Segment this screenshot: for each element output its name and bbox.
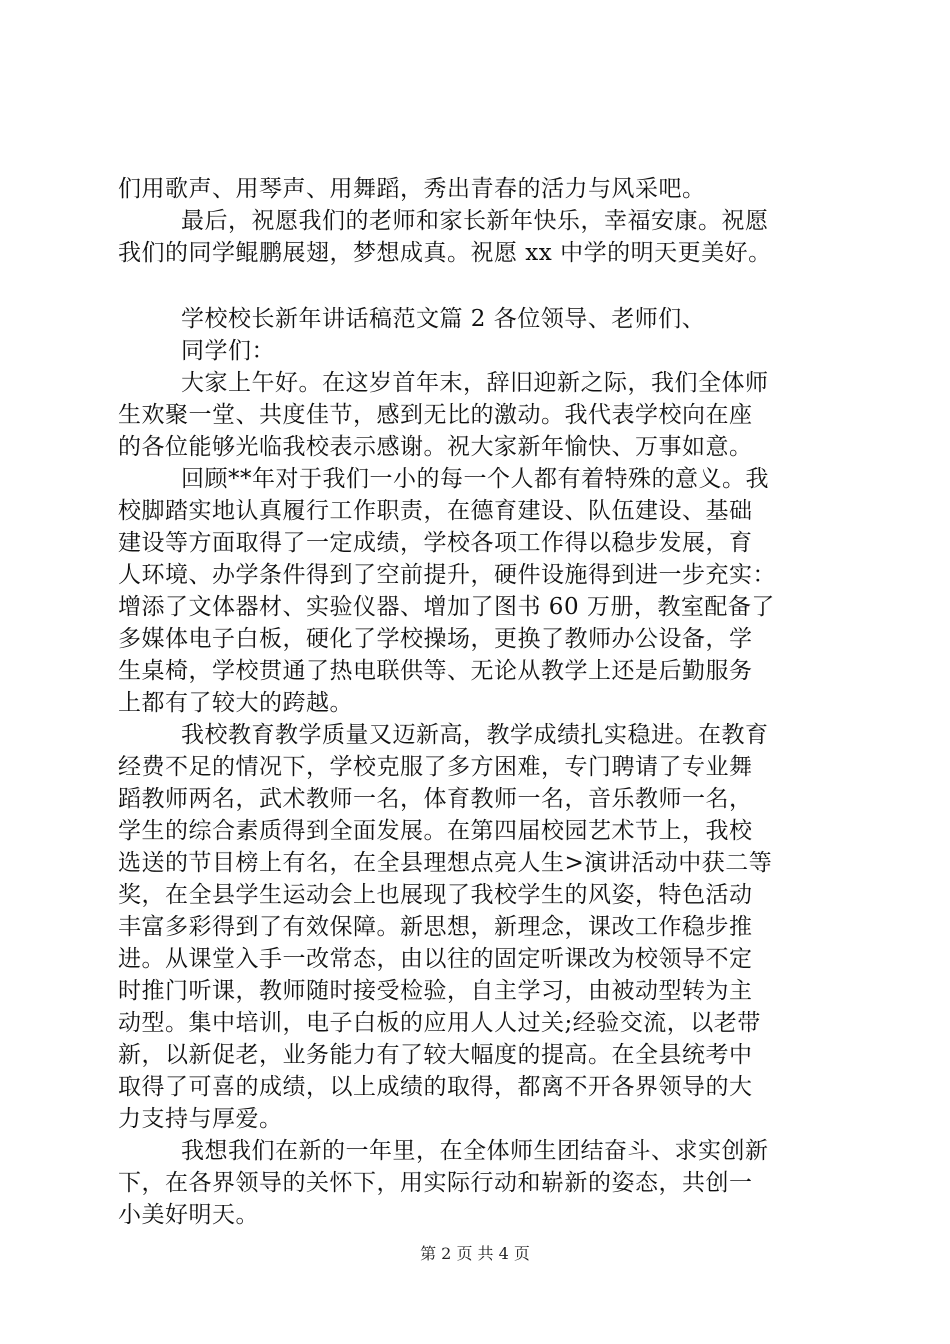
document-body [118,173,833,1231]
text-line: 学校校长新年讲话稿范文篇 2 各位领导、老师们、 [181,306,706,332]
text-line: 时推门听课，教师随时接受检验，自主学习，由被动型转为主 [118,978,753,1004]
text-line: 我想我们在新的一年里，在全体师生团结奋斗、求实创新 [181,1138,769,1164]
text-line: 经费不足的情况下，学校克服了多方困难，专门聘请了专业舞 [118,754,753,780]
text-line: 小美好明天。 [118,1202,259,1228]
text-line: 学生的综合素质得到全面发展。在第四届校园艺术节上，我校 [118,818,753,844]
text-line: 大家上午好。在这岁首年末，辞旧迎新之际，我们全体师 [181,370,769,396]
text-line: 校脚踏实地认真履行工作职责，在德育建设、队伍建设、基础 [118,498,753,524]
text-line: 的各位能够光临我校表示感谢。祝大家新年愉快、万事如意。 [118,434,753,460]
text-line: 上都有了较大的跨越。 [118,690,353,716]
text-line: 生欢聚一堂、共度佳节，感到无比的激动。我代表学校向在座 [118,402,753,428]
text-line: 回顾**年对于我们一小的每一个人都有着特殊的意义。我 [181,466,769,492]
text-line: 我们的同学鲲鹏展翅，梦想成真。祝愿 xx 中学的明天更美好。 [118,240,772,266]
page-footer: 第 2 页 共 4 页 [420,1244,530,1263]
text-line: 力支持与厚爱。 [118,1106,283,1132]
text-line: 多媒体电子白板，硬化了学校操场，更换了教师办公设备，学 [118,626,753,652]
text-line: 进。从课堂入手一改常态，由以往的固定听课改为校领导不定 [118,946,753,972]
text-line: 选送的节目榜上有名，在全县理想点亮人生>演讲活动中获二等 [118,850,773,876]
text-line: 同学们： [181,338,275,364]
text-line: 新，以新促老，业务能力有了较大幅度的提高。在全县统考中 [118,1042,753,1068]
text-line: 奖，在全县学生运动会上也展现了我校学生的风姿，特色活动 [118,882,753,908]
text-line: 丰富多彩得到了有效保障。新思想，新理念，课改工作稳步推 [118,914,753,940]
text-line: 们用歌声、用琴声、用舞蹈，秀出青春的活力与风采吧。 [118,176,706,202]
paragraph-gap [118,269,833,303]
text-line: 人环境、办学条件得到了空前提升，硬件设施得到进一步充实： [118,562,776,588]
text-line: 最后，祝愿我们的老师和家长新年快乐，幸福安康。祝愿 [181,208,769,234]
text-line: 动型。集中培训，电子白板的应用人人过关;经验交流，以老带 [118,1010,761,1036]
text-line: 建设等方面取得了一定成绩，学校各项工作得以稳步发展，育 [118,530,753,556]
text-line: 生桌椅，学校贯通了热电联供等、无论从教学上还是后勤服务 [118,658,753,684]
text-line: 我校教育教学质量又迈新高，教学成绩扎实稳进。在教育 [181,722,769,748]
text-line: 增添了文体器材、实验仪器、增加了图书 60 万册，教室配备了 [118,594,775,620]
text-line: 蹈教师两名，武术教师一名，体育教师一名，音乐教师一名， [118,786,753,812]
text-line: 下，在各界领导的关怀下，用实际行动和崭新的姿态，共创一 [118,1170,753,1196]
text-line: 取得了可喜的成绩，以上成绩的取得，都离不开各界领导的大 [118,1074,753,1100]
